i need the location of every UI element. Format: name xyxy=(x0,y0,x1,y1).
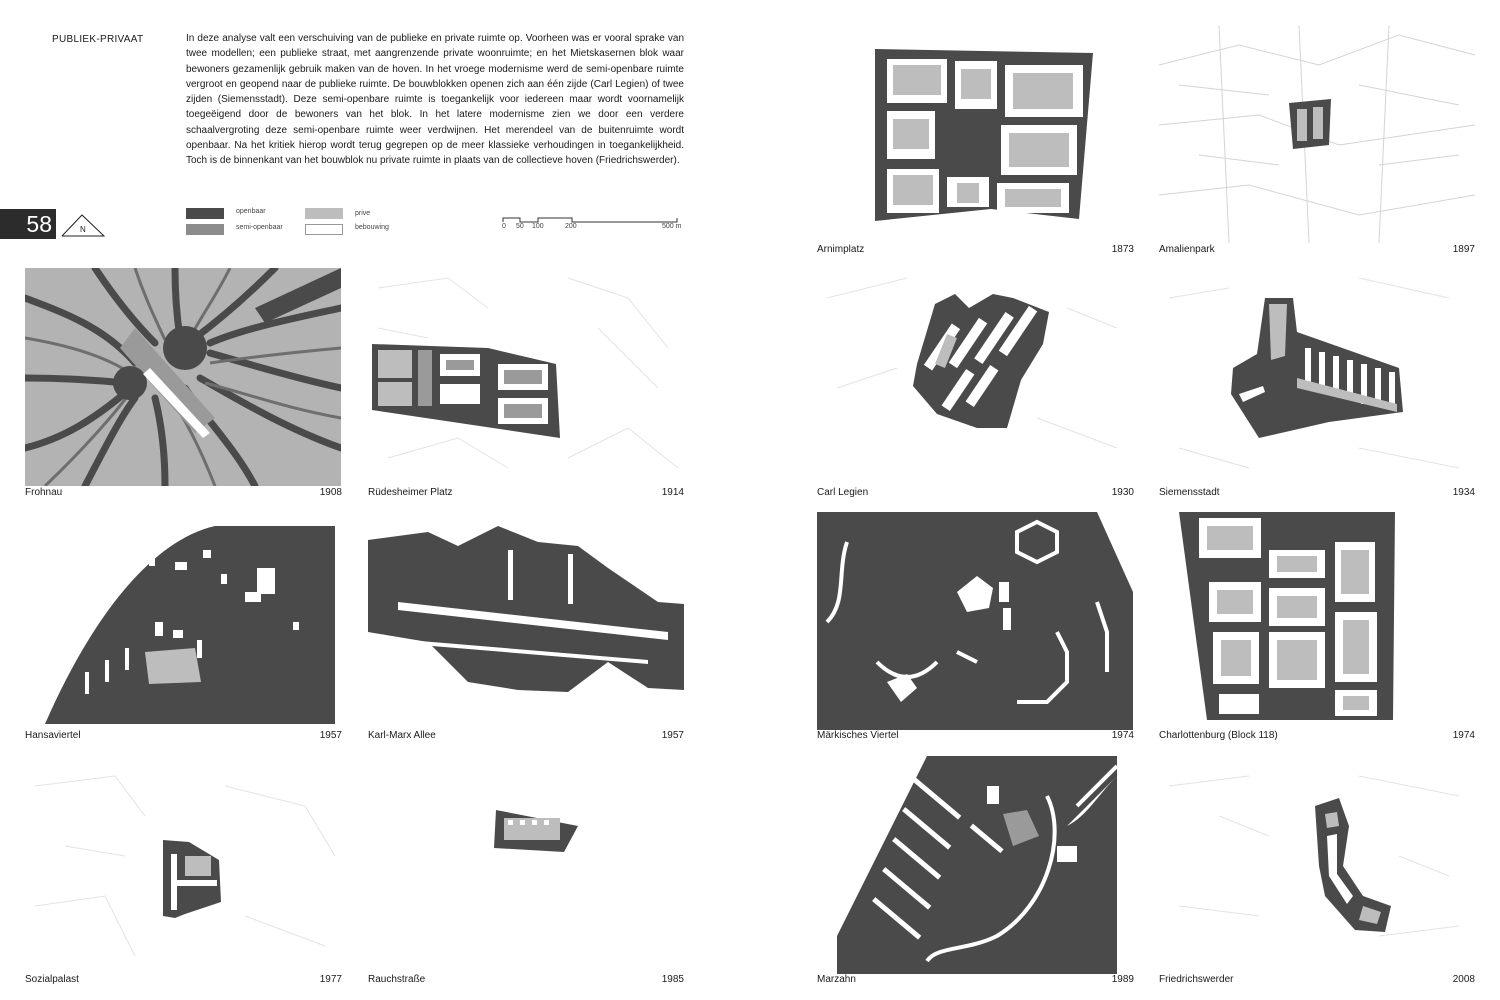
plan-rauchstrasse xyxy=(368,756,684,974)
intro-paragraph: In deze analyse valt een verschuiving van de publieke en private ruimte op. Voorheen was er vooral sprake van twee modellen; een publieke straat, met aangrenzende private woonruimte; en het Mietskasernen blok waar bewoners gezamenlijk gebruik maken van de hoven. In het vroege modernisme werd de semi-openbare ruimte vergroot en geopend naar de publieke ruimte. De bouwblokken openen zich aan één zijde (Carl Legien) of twee zijden (Siemensstadt). Deze semi-openbare ruimte is toegankelijk voor iedereen maar wordt voornamelijk toegeëigend door de bewoners van het blok. In het latere modernisme zien we door een verdere schaalvergroting deze semi-openbare ruimte weer verdwijnen. Het merendeel van de buitenruimte wordt openbaar. Na het kritiek hierop wordt terug gegrepen op de meer klassieke verhoudingen in toegankelijkheid. Toch is de binnenkant van het bouwblok nu private ruimte in plaats van de collectieve hoven (Friedrichswerder). xyxy=(186,33,684,167)
plan-amalienpark xyxy=(1159,25,1475,243)
plan-year: 1957 xyxy=(319,730,342,741)
legend-swatch-semi-openbaar xyxy=(186,224,224,235)
legend-label-semi-openbaar: semi-openbaar xyxy=(236,224,283,231)
plan-name: Carl Legien xyxy=(817,487,869,498)
legend-swatch-bebouwing xyxy=(305,224,343,235)
legend-swatch-prive xyxy=(305,208,343,219)
plan-name: Siemensstadt xyxy=(1159,487,1220,498)
plan-name: Sozialpalast xyxy=(25,974,79,985)
plan-frohnau xyxy=(25,268,341,486)
plan-carl-legien xyxy=(817,268,1133,486)
plan-name: Märkisches Viertel xyxy=(817,730,899,741)
scale-tick-500: 500 m xyxy=(662,223,682,230)
plan-markisches-viertel xyxy=(817,512,1133,730)
plan-charlottenburg-block-118 xyxy=(1159,512,1475,730)
plan-year: 1873 xyxy=(1111,244,1134,255)
plan-name: Rüdesheimer Platz xyxy=(368,487,453,498)
plan-year: 1985 xyxy=(661,974,684,985)
plan-hansaviertel xyxy=(25,512,341,730)
plan-year: 1974 xyxy=(1452,730,1475,741)
legend-swatch-openbaar xyxy=(186,208,224,219)
plan-marzahn xyxy=(817,756,1133,974)
plan-rudesheimer-platz xyxy=(368,268,684,486)
plan-name: Frohnau xyxy=(25,487,63,498)
scale-tick-50: 50 xyxy=(516,223,524,230)
section-title: PUBLIEK-PRIVAAT xyxy=(52,34,144,45)
plan-friedrichswerder xyxy=(1159,756,1475,974)
plan-year: 1974 xyxy=(1111,730,1134,741)
plan-year: 1930 xyxy=(1111,487,1134,498)
plan-year: 1989 xyxy=(1111,974,1134,985)
plan-name: Friedrichswerder xyxy=(1159,974,1234,985)
plan-siemensstadt xyxy=(1159,268,1475,486)
plan-name: Charlottenburg (Block 118) xyxy=(1159,730,1278,741)
legend-label-openbaar: openbaar xyxy=(236,208,266,215)
plan-name: Rauchstraße xyxy=(368,974,426,985)
plan-year: 1957 xyxy=(661,730,684,741)
plan-name: Marzahn xyxy=(817,974,856,985)
plan-year: 2008 xyxy=(1452,974,1475,985)
scale-tick-100: 100 xyxy=(532,223,544,230)
plan-year: 1977 xyxy=(319,974,342,985)
legend-label-prive: prive xyxy=(355,210,371,217)
plan-year: 1934 xyxy=(1452,487,1475,498)
plan-year: 1897 xyxy=(1452,244,1475,255)
plan-name: Hansaviertel xyxy=(25,730,81,741)
plan-karl-marx-allee xyxy=(368,512,684,730)
north-label: N xyxy=(80,225,86,234)
plan-name: Arnimplatz xyxy=(817,244,865,255)
plan-sozialpalast xyxy=(25,756,341,974)
plan-year: 1914 xyxy=(661,487,684,498)
plan-name: Karl-Marx Allee xyxy=(368,730,436,741)
plan-name: Amalienpark xyxy=(1159,244,1215,255)
page-number: 58 xyxy=(0,209,56,239)
scale-tick-0: 0 xyxy=(502,223,506,230)
plan-arnimplatz xyxy=(817,25,1133,243)
plan-year: 1908 xyxy=(319,487,342,498)
legend-label-bebouwing: bebouwing xyxy=(355,224,389,231)
scale-tick-200: 200 xyxy=(565,223,577,230)
north-arrow-icon xyxy=(60,212,106,238)
